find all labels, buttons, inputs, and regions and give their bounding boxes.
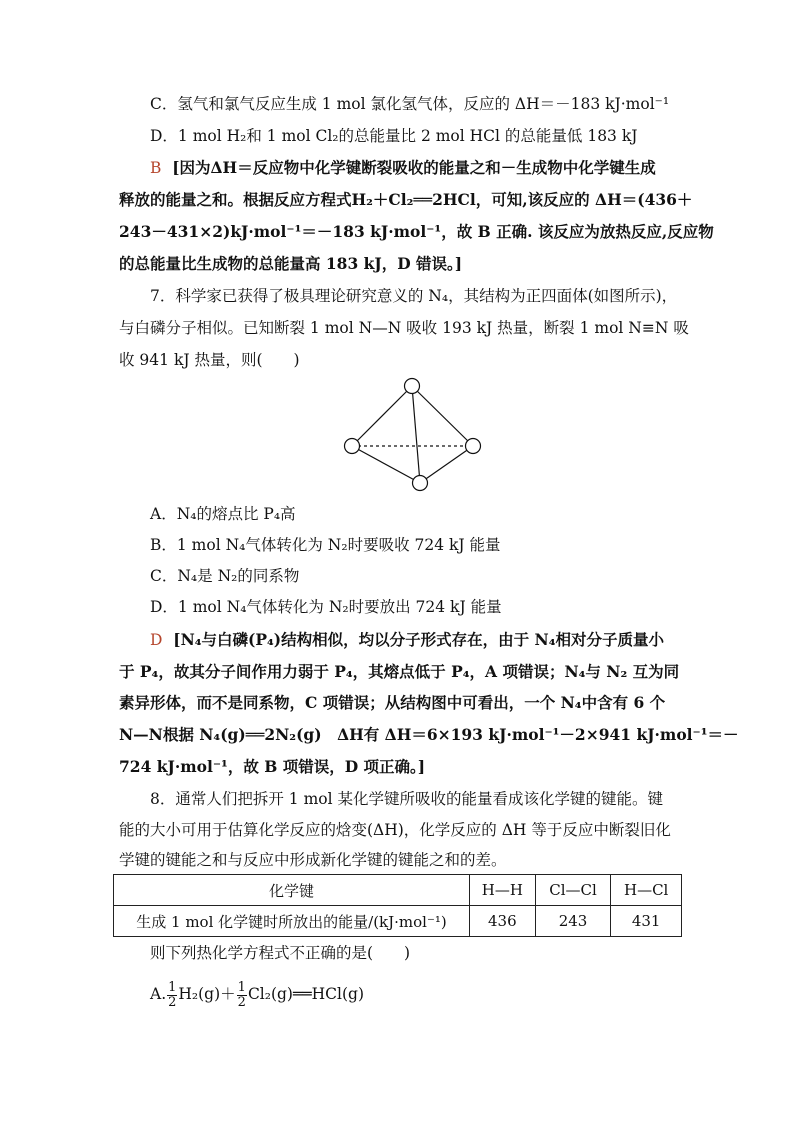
question-7-line-1: 7．科学家已获得了极具理论研究意义的 N₄，其结构为正四面体(如图所示)， bbox=[150, 287, 678, 305]
answer-6-line-4: 的总能量比生成物的总能量高 183 kJ，D 错误。] bbox=[119, 254, 463, 273]
table-header-cell: Cl—Cl bbox=[535, 875, 611, 906]
question-8-option-a bbox=[150, 974, 364, 1018]
answer-7-line-4: N—N根据 N₄(g)══2N₂(g) ΔH有 ΔH＝6×193 kJ·mol⁻¹－2×941 kJ·mol⁻¹＝－ bbox=[119, 725, 739, 744]
table-header-row bbox=[114, 875, 682, 906]
option-a-prefix: A. bbox=[150, 985, 167, 1003]
question-7-option-c: C．N₄是 N₂的同系物 bbox=[150, 567, 300, 585]
option-c-previous: C．氢气和氯气反应生成 1 mol 氯化氢气体，反应的 ΔH＝－183 kJ·mol⁻¹ bbox=[150, 95, 670, 113]
fraction-denominator: 2 bbox=[237, 994, 246, 1010]
fraction-half bbox=[167, 981, 177, 1010]
option-a-h2: H₂(g)＋ bbox=[178, 985, 236, 1003]
question-7-option-d: D．1 mol N₄气体转化为 N₂时要放出 724 kJ 能量 bbox=[150, 598, 502, 616]
table-cell: 生成 1 mol 化学键时所放出的能量/(kJ·mol⁻¹) bbox=[114, 906, 470, 937]
edge-top-right bbox=[412, 386, 473, 446]
question-8-line-2: 能的大小可用于估算化学反应的焓变(ΔH)，化学反应的 ΔH 等于反应中断裂旧化 bbox=[119, 821, 671, 839]
answer-6-letter: B bbox=[150, 159, 162, 177]
answer-7-line-3: 素异形体，而不是同系物，C 项错误；从结构图中可看出，一个 N₄中含有 6 个 bbox=[119, 693, 666, 712]
question-7-line-2: 与白磷分子相似。已知断裂 1 mol N—N 吸收 193 kJ 热量，断裂 1 mol N≡N 吸 bbox=[119, 319, 689, 337]
answer-6-line-3: 243－431×2)kJ·mol⁻¹＝－183 kJ·mol⁻¹，故 B 正确. 该反应为放热反应,反应物 bbox=[119, 222, 714, 241]
question-7-option-b: B．1 mol N₄气体转化为 N₂时要吸收 724 kJ 能量 bbox=[150, 536, 501, 554]
question-8-line-3: 学键的键能之和与反应中形成新化学键的键能之和的差。 bbox=[119, 851, 507, 869]
answer-7-line-5: 724 kJ·mol⁻¹，故 B 项错误，D 项正确。] bbox=[119, 757, 426, 776]
table-header-cell: H—H bbox=[470, 875, 536, 906]
answer-7-line-2: 于 P₄，故其分子间作用力弱于 P₄，其熔点低于 P₄，A 项错误；N₄与 N₂ 互为同 bbox=[119, 662, 680, 681]
option-a-cl2: Cl₂(g)══HCl(g) bbox=[247, 985, 364, 1003]
bond-energy-table bbox=[113, 874, 682, 937]
question-7-option-a: A．N₄的熔点比 P₄高 bbox=[150, 505, 296, 523]
atom-right bbox=[466, 439, 481, 454]
atom-top bbox=[405, 379, 420, 394]
answer-7-line-1 bbox=[150, 630, 664, 650]
fraction-numerator: 1 bbox=[237, 979, 246, 995]
fraction-numerator: 1 bbox=[168, 979, 177, 995]
atom-left bbox=[345, 439, 360, 454]
option-d-previous: D．1 mol H₂和 1 mol Cl₂的总能量比 2 mol HCl 的总能量低 183 kJ bbox=[150, 127, 638, 145]
table-header-cell: 化学键 bbox=[114, 875, 470, 906]
table-header-cell: H—Cl bbox=[611, 875, 682, 906]
edge-top-left bbox=[352, 386, 412, 446]
fraction-denominator: 2 bbox=[168, 994, 177, 1010]
answer-6-line-2: 释放的能量之和。根据反应方程式H₂＋Cl₂══2HCl，可知,该反应的 ΔH＝(436＋ bbox=[119, 190, 693, 209]
fraction-half bbox=[237, 981, 247, 1010]
tetrahedron-diagram bbox=[342, 376, 482, 498]
edge-right-bottom bbox=[420, 446, 473, 483]
answer-7-letter: D bbox=[150, 631, 163, 649]
answer-6-text-1: [因为ΔH＝反应物中化学键断裂吸收的能量之和－生成物中化学键生成 bbox=[172, 158, 656, 177]
edge-left-bottom bbox=[352, 446, 420, 483]
answer-7-text-1: [N₄与白磷(P₄)结构相似，均以分子形式存在，由于 N₄相对分子质量小 bbox=[173, 630, 664, 649]
answer-6-line-1 bbox=[150, 158, 656, 178]
table-row bbox=[114, 906, 682, 937]
atom-bottom bbox=[413, 476, 428, 491]
question-7-line-3: 收 941 kJ 热量，则( ) bbox=[119, 351, 300, 369]
table-cell: 431 bbox=[611, 906, 682, 937]
table-cell: 243 bbox=[535, 906, 611, 937]
question-8-line-1: 8．通常人们把拆开 1 mol 某化学键所吸收的能量看成该化学键的键能。键 bbox=[150, 790, 663, 808]
question-8-ask: 则下列热化学方程式不正确的是( ) bbox=[150, 944, 411, 962]
edge-top-bottom bbox=[412, 386, 420, 483]
table-cell: 436 bbox=[470, 906, 536, 937]
